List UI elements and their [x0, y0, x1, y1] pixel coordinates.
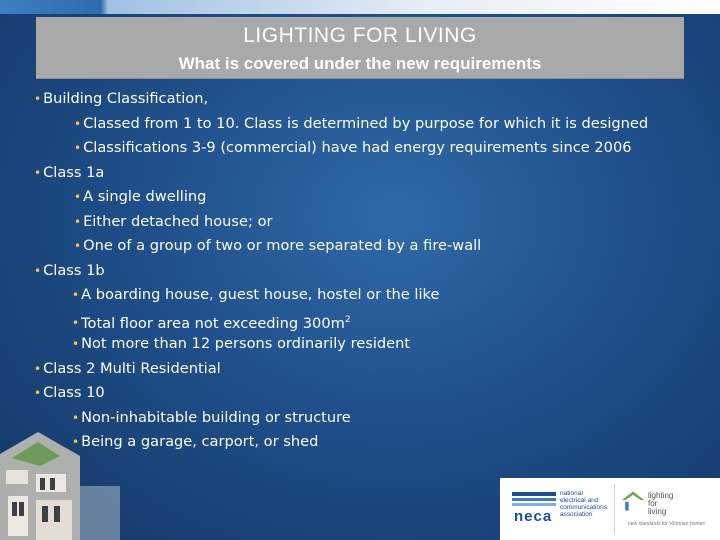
list-item [34, 235, 694, 260]
list-item-text: Either detached house; or [83, 212, 273, 230]
logo-divider [614, 484, 615, 534]
list-item-text: One of a group of two or more separated by a fire-wall [83, 237, 482, 254]
bullet-icon: • [74, 239, 82, 253]
lfl-line: lighting [648, 491, 674, 500]
list-item-text: Total floor area not exceeding 300m [81, 314, 345, 332]
list-item [34, 211, 694, 236]
bullet-icon: • [74, 214, 82, 229]
bullet-icon: • [74, 141, 82, 155]
list-item-text: Being a garage, carport, or shed [81, 433, 319, 450]
list-item-text: Class 1a [43, 163, 105, 181]
bullet-icon: • [74, 190, 82, 204]
slide-title: LIGHTING FOR LIVING [243, 24, 477, 47]
bullet-icon: • [74, 116, 82, 131]
bullet-icon: • [34, 92, 42, 106]
list-item [34, 407, 694, 432]
list-item-text: Not more than 12 persons ordinarily resident [81, 335, 411, 352]
list-item [34, 309, 694, 334]
bullet-icon: • [72, 288, 80, 302]
list-item-text: A boarding house, guest house, hostel or the like [81, 286, 440, 303]
bullet-icon: • [34, 386, 42, 400]
list-item-text: Classifications 3-9 (commercial) have had energy requirements since 2006 [83, 139, 632, 156]
bullet-icon: • [34, 361, 42, 376]
superscript: 2 [344, 314, 351, 325]
bullet-icon: • [34, 165, 42, 180]
neca-wordmark: neca [514, 508, 553, 525]
lfl-tagline: new standards for Victorian homes [628, 521, 705, 527]
bullet-list [34, 88, 694, 456]
list-item-text: Building Classification, [43, 90, 209, 107]
list-item-text: Classed from 1 to 10. Class is determined by purpose for which it is designed [83, 114, 649, 132]
list-item-text: A single dwelling [83, 188, 207, 205]
list-item [34, 88, 694, 113]
neca-org-line: association [560, 511, 593, 518]
lfl-line: for [648, 499, 658, 508]
bullet-icon: • [72, 337, 80, 351]
lighting-for-living-wordmark [648, 492, 673, 516]
bullet-icon: • [34, 263, 42, 278]
neca-org-name [560, 490, 615, 518]
slide-subtitle: What is covered under the new requirements [178, 54, 542, 73]
top-band [0, 0, 720, 14]
neca-org-line: electrical and [560, 497, 599, 504]
list-item-text: Non-inhabitable building or structure [81, 408, 351, 426]
list-item [34, 284, 694, 309]
list-item [34, 431, 694, 456]
list-item [34, 358, 694, 383]
bullet-icon: • [72, 316, 80, 331]
list-item [34, 137, 694, 162]
list-item-text: Class 10 [43, 384, 105, 401]
list-item [34, 113, 694, 138]
list-item [34, 382, 694, 407]
bullet-icon: • [72, 435, 80, 449]
list-item [34, 186, 694, 211]
logo-panel [500, 478, 720, 540]
list-item [34, 333, 694, 358]
list-item [34, 162, 694, 187]
list-item [34, 260, 694, 285]
lighting-for-living-logo-icon [620, 488, 646, 514]
list-item-text: Class 1b [43, 261, 105, 279]
lfl-line: living [648, 507, 667, 516]
neca-org-line: communications [560, 504, 607, 511]
bullet-icon: • [72, 410, 80, 425]
building-illustration [0, 426, 120, 540]
neca-org-line: national [560, 490, 583, 497]
title-box [36, 17, 684, 79]
list-item-text: Class 2 Multi Residential [43, 359, 221, 377]
